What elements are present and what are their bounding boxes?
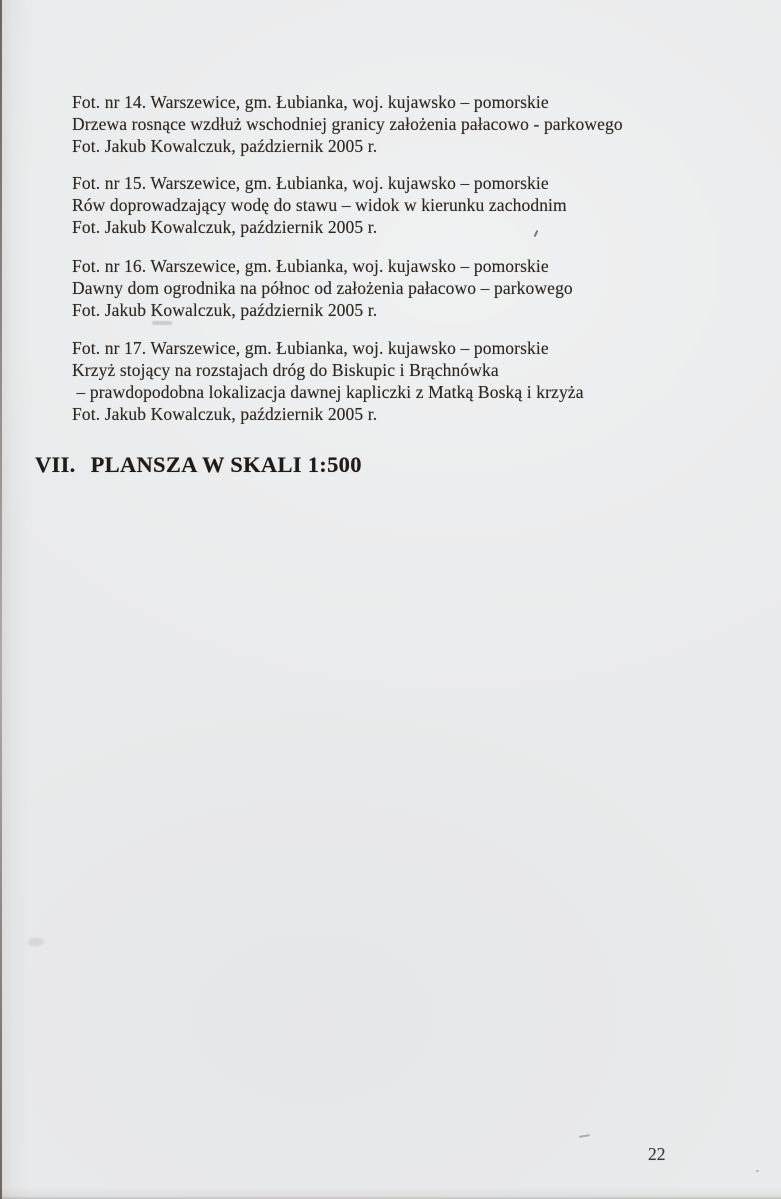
caption-line: Fot. nr 15. Warszewice, gm. Łubianka, woj. kujawsko – pomorskie (72, 173, 549, 193)
scan-speck (756, 1170, 759, 1172)
caption-line: Fot. Jakub Kowalczuk, październik 2005 r. (72, 217, 378, 237)
caption-line: Fot. nr 14. Warszewice, gm. Łubianka, woj. kujawsko – pomorskie (72, 92, 549, 112)
scan-speck (152, 321, 172, 325)
caption-line: Fot. nr 17. Warszewice, gm. Łubianka, woj. kujawsko – pomorskie (72, 338, 549, 358)
photo-caption-15 (72, 172, 567, 238)
caption-line: – prawdopodobna lokalizacja dawnej kapliczki z Matką Boską i krzyża (72, 382, 584, 402)
caption-line: Drzewa rosnące wzdłuż wschodniej granicy założenia pałacowo - parkowego (72, 114, 623, 134)
caption-line: Rów doprowadzający wodę do stawu – widok w kierunku zachodnim (72, 195, 567, 215)
caption-line: Krzyż stojący na rozstajach dróg do Biskupic i Brąchnówka (72, 360, 499, 380)
caption-line: Dawny dom ogrodnika na północ od założenia pałacowo – parkowego (72, 278, 573, 298)
section-heading-numeral: VII. (35, 452, 76, 477)
page-number: 22 (648, 1144, 666, 1164)
section-heading-title: PLANSZA W SKALI 1:500 (90, 452, 362, 477)
caption-line: Fot. Jakub Kowalczuk, październik 2005 r. (72, 300, 378, 320)
section-heading (35, 452, 362, 478)
caption-line: Fot. Jakub Kowalczuk, październik 2005 r. (72, 404, 378, 424)
photo-caption-17 (72, 337, 584, 425)
scan-speck (579, 1134, 590, 1138)
caption-line: Fot. nr 16. Warszewice, gm. Łubianka, woj. kujawsko – pomorskie (72, 256, 549, 276)
photo-caption-16 (72, 255, 573, 321)
photo-caption-14 (72, 91, 623, 157)
scan-speck (28, 938, 44, 946)
caption-line: Fot. Jakub Kowalczuk, październik 2005 r. (72, 136, 378, 156)
scan-binding-edge (0, 0, 2, 1199)
